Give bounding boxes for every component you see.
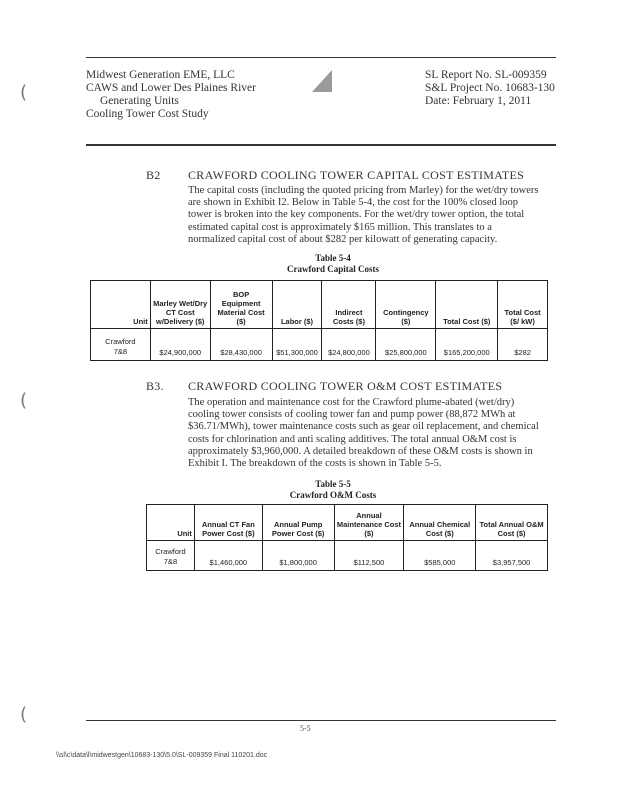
header-study: Cooling Tower Cost Study [86, 108, 209, 120]
table-header-row [147, 505, 548, 541]
header-project: CAWS and Lower Des Plaines River [86, 82, 256, 94]
header-date: Date: February 1, 2011 [425, 95, 532, 107]
section-b2-title: CRAWFORD COOLING TOWER CAPITAL COST ESTIMATES [188, 168, 525, 182]
crawford-om-costs-table [146, 504, 548, 571]
cell-fan-power: $1,460,000 [194, 541, 262, 571]
section-b2-paragraph: The capital costs (including the quoted pricing from Marley) for the wet/dry towers are shown in Exhibit I2. Below in Table 5-4, the cost for the 100% closed loop tower is broken into the key components. For the wet/dry tower option, the total estimated capital cost is approximately $165 million. This translates to a normalized capital cost of about $282 per kilowatt of generating capacity. [188, 185, 539, 245]
header-company: Midwest Generation EME, LLC [86, 69, 235, 81]
header-report-number: SL Report No. SL-009359 [425, 69, 547, 81]
cell-pump-power: $1,800,000 [262, 541, 334, 571]
binding-mark-icon: ( [20, 704, 28, 725]
unit-numbers: 7&8 [113, 347, 128, 356]
table-5-4-caption [188, 253, 478, 275]
header-left-block [86, 69, 256, 121]
column-header-indirect: Indirect Costs ($) [322, 281, 376, 329]
section-b3-title: CRAWFORD COOLING TOWER O&M COST ESTIMATES [188, 379, 503, 393]
column-header-unit: Unit [91, 281, 151, 329]
table-header-row [91, 281, 548, 329]
cell-marley-cost: $24,900,000 [150, 329, 210, 361]
section-b3-number: B3. [146, 379, 164, 393]
cell-indirect: $24,800,000 [322, 329, 376, 361]
header-right-block [425, 69, 555, 108]
column-header-contingency: Contingency ($) [376, 281, 436, 329]
cell-total-cost: $165,200,000 [436, 329, 498, 361]
header-top-rule [86, 57, 556, 58]
binding-mark-icon: ( [20, 82, 28, 103]
table-5-4-number: Table 5-4 [315, 253, 351, 263]
table-5-5-number: Table 5-5 [315, 479, 351, 489]
column-header-chemical: Annual Chemical Cost ($) [404, 505, 476, 541]
unit-cell [147, 541, 195, 571]
cell-total-per-kw: $282 [498, 329, 548, 361]
header-project-number: S&L Project No. 10683-130 [425, 82, 555, 94]
cell-chemical: $585,000 [404, 541, 476, 571]
table-5-5-caption [188, 479, 478, 501]
header-units: Generating Units [100, 95, 179, 107]
section-b2-number: B2 [146, 168, 161, 182]
column-header-total-cost: Total Cost ($) [436, 281, 498, 329]
binding-mark-icon: ( [20, 390, 28, 411]
column-header-fan-power: Annual CT Fan Power Cost ($) [194, 505, 262, 541]
table-row [147, 541, 548, 571]
column-header-labor: Labor ($) [272, 281, 322, 329]
cell-contingency: $25,800,000 [376, 329, 436, 361]
section-b3-paragraph: The operation and maintenance cost for the Crawford plume-abated (wet/dry) cooling tower consists of cooling tower fan and pump power (88,872 MWh at $36.71/MWh), tower maintenance costs such as gear oil replacement, and chemical costs for chlorination and anti scaling additives. The total annual O&M cost is approximately $3,960,000. A detailed breakdown of these O&M costs is shown in Exhibit I. The breakdown of the costs is shown in Table 5-5. [188, 397, 539, 470]
table-5-4-title: Crawford Capital Costs [287, 264, 379, 274]
column-header-marley-cost: Marley Wet/Dry CT Cost w/Delivery ($) [150, 281, 210, 329]
unit-cell [91, 329, 151, 361]
crawford-capital-costs-table [90, 280, 548, 361]
column-header-bop-cost: BOP Equipment Material Cost ($) [210, 281, 272, 329]
header-bottom-rule [86, 144, 556, 146]
unit-name: Crawford [155, 547, 186, 556]
unit-numbers: 7&8 [163, 557, 178, 566]
footer-rule [86, 720, 556, 721]
cell-maintenance: $112,500 [334, 541, 404, 571]
column-header-pump-power: Annual Pump Power Cost ($) [262, 505, 334, 541]
cell-labor: $51,300,000 [272, 329, 322, 361]
file-path: \\sl\c\data\l\midwestgen\10683-130\5.0\SL-009359 Final 110201.doc [56, 752, 268, 759]
column-header-total-om: Total Annual O&M Cost ($) [476, 505, 548, 541]
column-header-unit: Unit [147, 505, 195, 541]
table-5-5-title: Crawford O&M Costs [289, 490, 377, 500]
company-logo-icon [308, 68, 336, 94]
column-header-maintenance: Annual Maintenance Cost ($) [334, 505, 404, 541]
table-row [91, 329, 548, 361]
page-number: 5-5 [300, 724, 311, 733]
column-header-total-per-kw: Total Cost ($/ kW) [498, 281, 548, 329]
cell-bop-cost: $28,430,000 [210, 329, 272, 361]
cell-total-om: $3,957,500 [476, 541, 548, 571]
unit-name: Crawford [105, 337, 136, 346]
